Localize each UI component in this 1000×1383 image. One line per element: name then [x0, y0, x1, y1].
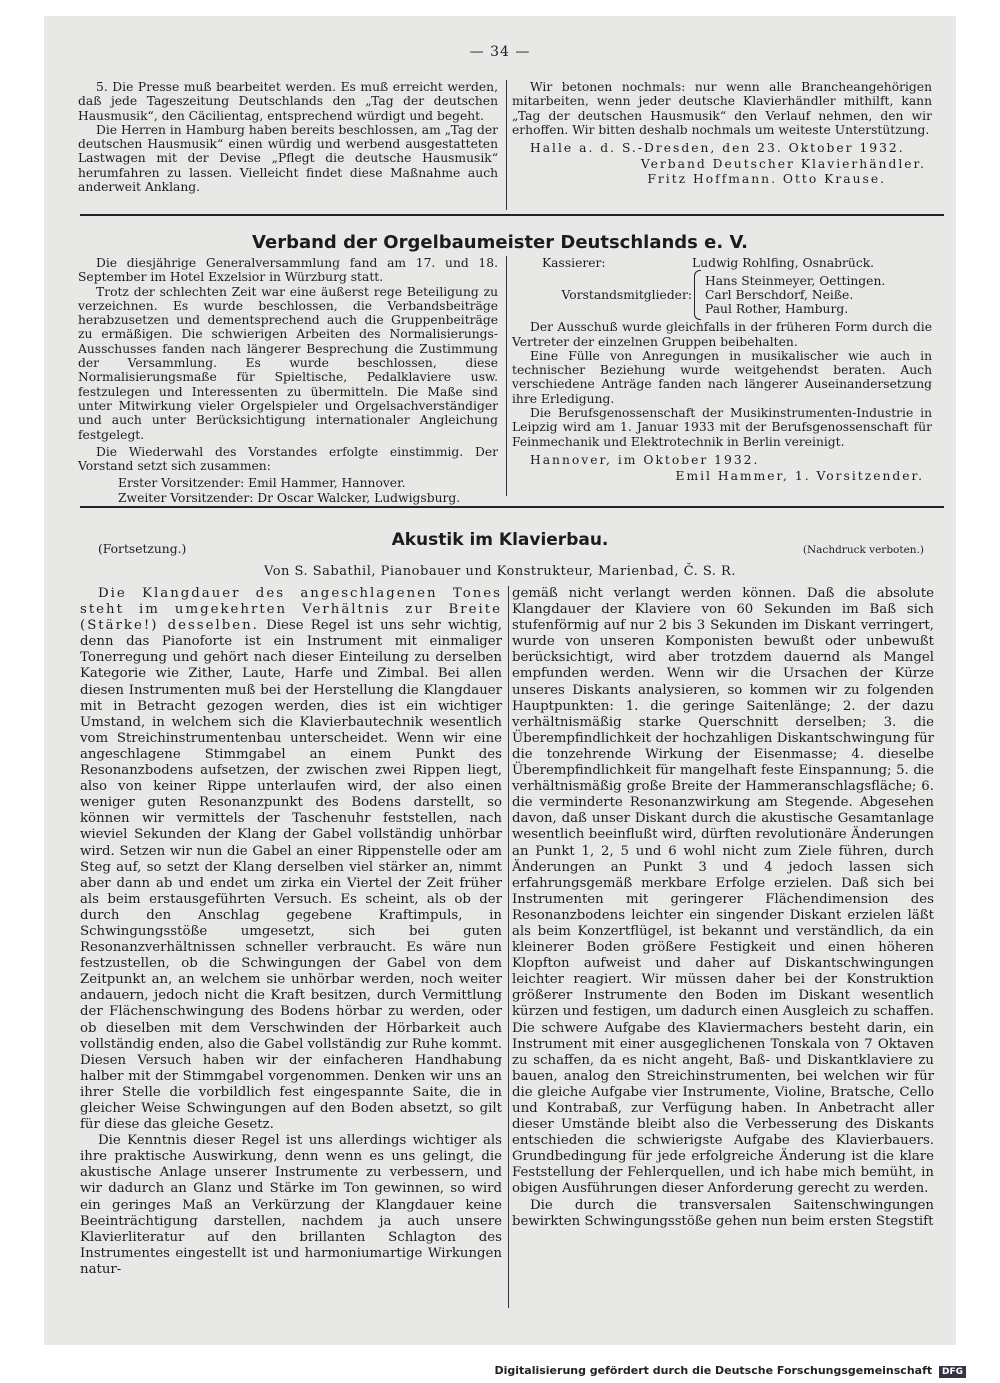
board-members	[512, 270, 932, 320]
column-divider	[506, 256, 507, 496]
section-title: Verband der Orgelbaumeister Deutschlands e. V.	[252, 232, 748, 253]
place-date: Hannover, im Oktober 1932.	[530, 452, 760, 467]
paragraph: gemäß nicht verlangt werden können. Daß die absolute Klangdauer der Klaviere von 60 Sekunden im Baß sich stufenförmig auf nur 2 bis 3 Sekunden im Diskant verringert, wurde von unseren Komponisten bewußt oder unbewußt berücksichtigt, wird aber trotzdem dauernd als Mangel empfunden werden. Wenn wir die Ursachen der Kürze unseres Diskants analysieren, so kommen wir zu folgenden Hauptpunkten: 1. die geringe Saitenlänge; 2. der dazu verhältnismäßig starke Querschnitt derselben; 3. die Überempfindlichkeit der hochzahligen Diskantschwingung für die tonzehrende Wirkung der Eisenmasse; 4. dieselbe Überempfindlichkeit für mangelhaft feste Einspannung; 5. die verhältnismäßig große Breite der Hammeranschlagsfläche; 6. die verminderte Resonanzwirkung am Stegende. Abgesehen davon, daß unser Diskant durch die akustische Gesamtanlage wesentlich beeinflußt wird, dürften revolutionäre Änderungen an Punkt 1, 2, 5 und 6 wohl nicht zum Ziele führen, durch Änderungen an Punkt 3 und 4 jedoch lassen sich erfahrungsgemäß merkbare Erfolge erzielen. Daß sich bei Instrumenten mit geringerer Flächendimension des Resonanzbodens leichter ein singender Diskant erzielen läßt als beim Konzertflügel, ist bekannt und verständlich, da ein kleinerer Boden größere Festigkeit und einen höheren Klopfton aufweist und daher auf Diskantschwingungen leichter reagiert. Wir müssen daher bei der Konstruktion größerer Instrumente den Boden im Diskant wesentlich kürzen und festigen, um dadurch einen Ausgleich zu schaffen. Die schwere Aufgabe des Klaviermachers besteht darin, ein Instrument mit einer ausgeglichenen Tonskala von 7 Oktaven zu schaffen, da es nicht angeht, Baß- und Diskantklaviere zu bauen, analog den Streichinstrumenten, bei welchen wir für die gleiche Aufgabe vier Instrumente, Violine, Bratsche, Cello und Kontrabaß, zur Verfügung haben. In Anbetracht aller dieser Umstände bleibt also die Verbesserung des Diskants entschieden die schwierigste Aufgabe des Klavierbauers. Grundbedingung für jede erfolgreiche Änderung ist die klare Feststellung der Fehlerquellen, und ich habe mich bemüht, in obigen Ausführungen dieser Anforderung gerecht zu werden.	[512, 586, 934, 1197]
board-member: Hans Steinmeyer, Oettingen.	[705, 273, 886, 288]
paragraph: Die Berufsgenossenschaft der Musikinstrumenten-Industrie in Leipzig wird am 1. Januar 1933 mit der Berufsgenossenschaft für Feinmechanik und Elektrotechnik in Berlin vereinigt.	[512, 406, 932, 449]
newspaper-page	[44, 16, 956, 1345]
signers: Fritz Hoffmann. Otto Krause.	[647, 171, 886, 186]
treasurer-label: Kassierer:	[542, 256, 606, 270]
brace	[694, 270, 701, 320]
treasurer-row	[512, 256, 932, 270]
treasurer-name: Ludwig Rohlfing, Osnabrück.	[692, 256, 875, 270]
paragraph: Die Wiederwahl des Vorstandes erfolgte einstimmig. Der Vorstand setzt sich zusammen:	[78, 444, 498, 474]
board-member: Carl Berschdorf, Neiße.	[705, 288, 854, 303]
place-date: Halle a. d. S.-Dresden, den 23. Oktober 1932.	[530, 141, 905, 156]
continuation-note: (Fortsetzung.)	[98, 542, 187, 556]
paragraph: Die diesjährige Generalversammlung fand am 17. und 18. September im Hotel Exzelsior in Würzburg statt.	[78, 256, 498, 285]
top-right-column	[512, 80, 932, 186]
column-divider	[508, 586, 509, 1308]
reprint-notice: (Nachdruck verboten.)	[802, 544, 924, 556]
lead-sentence: Die Klangdauer des angeschlagenen Tones steht im umgekehrten Verhältnis zur Breite (Stärke!) desselben.	[80, 586, 502, 634]
article-left-column	[80, 586, 502, 1278]
board-members-label: Vorstandsmitglieder:	[561, 288, 692, 303]
top-left-column	[78, 80, 498, 194]
footer-credit	[494, 1364, 966, 1378]
section1-right-column	[512, 256, 932, 484]
column-divider	[506, 80, 507, 210]
footer-text: Digitalisierung gefördert durch die Deutsche Forschungsgemeinschaft	[494, 1364, 933, 1377]
paragraph: Der Ausschuß wurde gleichfalls in der früheren Form durch die Vertreter der einzelnen Gruppen beibehalten.	[512, 320, 932, 349]
paragraph: Eine Fülle von Anregungen in musikalischer wie auch in technischer Beziehung wurde weitgehendst beraten. Auch verschiedene Anträge fanden nach längerer Auseinandersetzung ihre Erledigung.	[512, 348, 932, 406]
paragraph-body: Diese Regel ist uns sehr wichtig, denn das Pianoforte ist ein Instrument mit einmaliger Tonerregung und gehört nach dieser Einteilung zu derselben Kategorie wie Zither, Laute, Harfe und Zimbal. Bei allen diesen Instrumenten muß bei der Herstellung die Klangdauer mit in Betracht gezogen werden, dies ist ein wichtiger Umstand, in welchem sich die Klavierbautechnik wesentlich vom Streichinstrumentenbau unterscheidet. Wenn wir eine angeschlagene Stimmgabel an einem Punkt des Resonanzbodens aufsetzen, der zwischen zwei Rippen liegt, also von keiner Rippe unterlaufen wird, der also einen weniger guten Resonanzpunkt des Bodens darstellt, so können wir vermittels der Taschenuhr feststellen, nach wieviel Sekunden der Klang der Gabel vollständig unhörbar wird. Setzen wir nun die Gabel an einer Rippenstelle oder am Steg auf, so setzt der Klang derselben viel stärker an, nimmt aber dann ab und endet um zirka ein Viertel der Zeit früher als beim erstausgeführten Versuch. Es scheint, als ob der durch den Anschlag gegebene Kraftimpuls, in Schwingungsstöße umgesetzt, sich bei guten Resonanzverhältnissen schneller verbraucht. Es wäre nun festzustellen, ob die Schwingungen der Gabel von dem Zeitpunkt an, an welchem sie unhörbar werden, noch weiter andauern, jedoch nicht die Kraft besitzen, durch Vermittlung der Flächenschwingung des Bodens hörbar zu werden, oder ob dieselben mit dem Verschwinden der Hörbarkeit auch vollständig enden, also die Gabel vollständig zur Ruhe kommt. Diesen Versuch haben wir der einfacheren Handhabung halber mit der Stimmgabel vorgenommen. Denken wir uns an ihrer Stelle die vorbildlich fest eingespannte Saite, die in gleicher Weise Schwingungen auf den Boden absetzt, so gilt für diese das gleiche Gesetz.	[80, 618, 502, 1133]
paragraph: Trotz der schlechten Zeit war eine äußerst rege Beteiligung zu verzeichnen. Es wurde beschlossen, die Verbandsbeiträge herabzusetzen und dementsprechend auch die Gruppenbeiträge zu ermäßigen. Die schwierigen Arbeiten des Normalisierungs-Ausschusses fanden nach längerer Besprechung die Zustimmung der Versammlung. Es wurde beschlossen, diese Normalisierungsmaße für Spieltische, Pedalklaviere usw. festzulegen und Interessenten zu übermitteln. Die Maße sind unter Mitwirkung vieler Orgelspieler und Orgelsachverständiger und auch unter Berücksichtigung internationaler Angleichung festgelegt.	[78, 284, 498, 442]
paragraph: Die Kenntnis dieser Regel ist uns allerdings wichtiger als ihre praktische Auswirkung, denn wenn es uns gelingt, die akustische Anlage unserer Instrumente zu verbessern, und wir dadurch an Glanz und Stärke im Ton gewinnen, so wird ein geringes Maß an Verkürzung der Klangdauer keine Beeinträchtigung darstellen, nachdem ja auch unsere Klavierliteratur auf den brillanten Schlagton des Instrumentes eingestellt ist und harmoniumartige Wirkungen natur-	[80, 1133, 502, 1277]
section-rule	[80, 506, 944, 508]
board-vice-chair: Zweiter Vorsitzender: Dr Oscar Walcker, Ludwigsburg.	[118, 490, 461, 505]
section-rule	[80, 214, 944, 216]
byline: Von S. Sabathil, Pianobauer und Konstrukteur, Marienbad, Č. S. R.	[264, 564, 736, 579]
board-chair: Erster Vorsitzender: Emil Hammer, Hannover.	[118, 476, 406, 491]
organization: Verband Deutscher Klavierhändler.	[640, 157, 926, 172]
page-number: — 34 —	[469, 44, 531, 60]
signature: Emil Hammer, 1. Vorsitzender.	[675, 469, 924, 484]
paragraph	[80, 586, 502, 1133]
section1-left-column	[78, 256, 498, 505]
paragraph: Die Herren in Hamburg haben bereits beschlossen, am „Tag der deutschen Hausmusik“ einen würdig und werbend ausgestatteten Lastwagen mit der Devise „Pflegt die deutsche Hausmusik“ herumfahren zu lassen. Vielleicht findet diese Maßnahme auch anderweit Anklang.	[78, 122, 498, 195]
article-title: Akustik im Klavierbau.	[391, 530, 609, 550]
paragraph: Die durch die transversalen Saitenschwingungen bewirkten Schwingungsstöße gehen nun beim ersten Stegstift	[512, 1197, 934, 1229]
paragraph: Wir betonen nochmals: nur wenn alle Brancheangehörigen mitarbeiten, wenn jeder deutsche Klavierhändler mithilft, kann „Tag der deutschen Hausmusik“ den Verlauf nehmen, den wir erhoffen. Wir bitten deshalb nochmals um weiteste Unterstützung.	[512, 80, 932, 137]
board-member: Paul Rother, Hamburg.	[705, 302, 849, 317]
paragraph: 5. Die Presse muß bearbeitet werden. Es muß erreicht werden, daß jede Tageszeitung Deutschlands den „Tag der deutschen Hausmusik“, den Cäcilientag, entsprechend würdigt und begeht.	[78, 80, 498, 123]
article-right-column	[512, 586, 934, 1230]
dfg-logo: DFG	[939, 1366, 966, 1378]
